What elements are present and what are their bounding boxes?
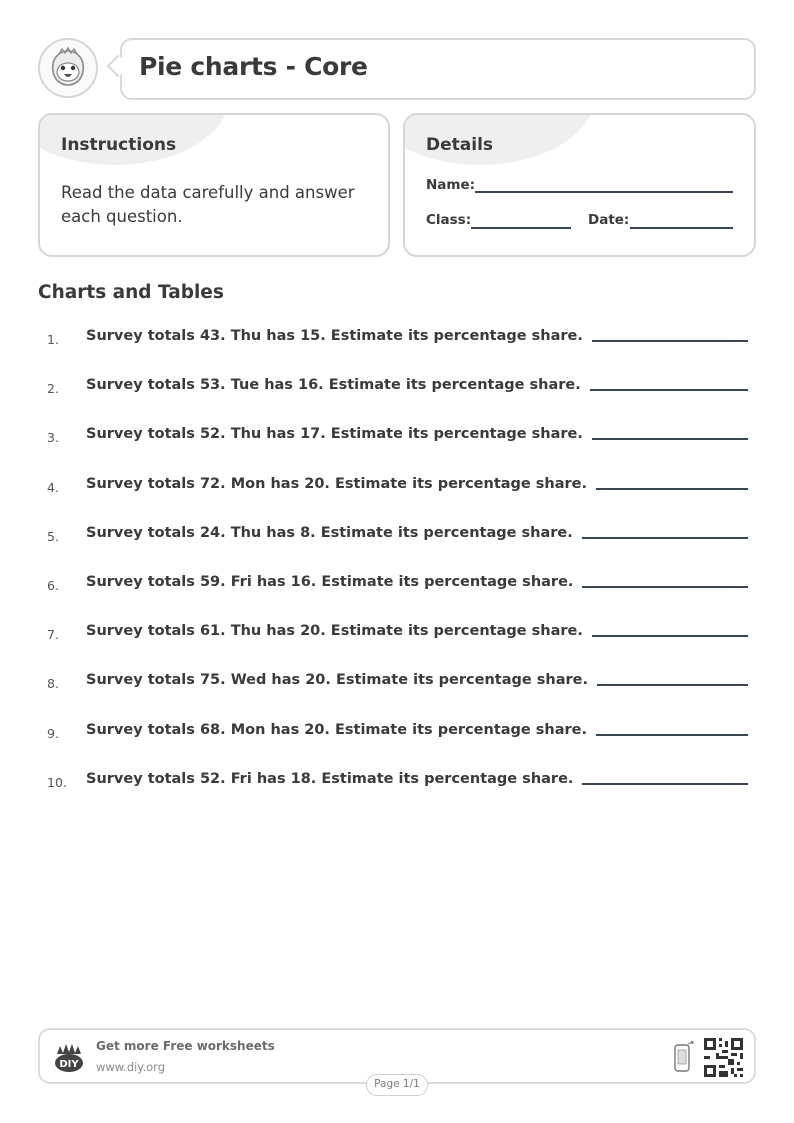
question-text: Survey totals 52. Fri has 18. Estimate its percentage share. xyxy=(86,770,574,787)
question-body xyxy=(86,328,748,344)
question-text: Survey totals 53. Tue has 16. Estimate its percentage share. xyxy=(86,377,581,394)
class-label: Class: xyxy=(426,212,472,228)
question-list xyxy=(38,328,748,820)
question-text: Survey totals 75. Wed has 20. Estimate its percentage share. xyxy=(86,672,589,689)
question-body xyxy=(86,426,748,442)
section-title: Charts and Tables xyxy=(38,282,224,303)
question-row xyxy=(38,623,748,672)
instructions-card xyxy=(38,113,390,257)
answer-line[interactable] xyxy=(592,340,748,342)
answer-line[interactable] xyxy=(596,488,748,490)
date-field[interactable] xyxy=(630,227,733,229)
answer-line[interactable] xyxy=(592,635,748,637)
question-row xyxy=(38,771,748,820)
question-body xyxy=(86,722,748,738)
question-row xyxy=(38,328,748,377)
diy-logo-icon[interactable] xyxy=(52,1040,86,1074)
question-body xyxy=(86,525,748,541)
answer-line[interactable] xyxy=(596,734,748,736)
answer-line[interactable] xyxy=(582,586,748,588)
question-row xyxy=(38,426,748,475)
answer-line[interactable] xyxy=(582,537,748,539)
question-body xyxy=(86,476,748,492)
instructions-text: Read the data carefully and answer each question. xyxy=(61,183,355,226)
question-number: 4. xyxy=(47,479,59,495)
phone-scan-icon xyxy=(673,1041,695,1073)
question-row xyxy=(38,525,748,574)
details-heading: Details xyxy=(426,135,494,155)
question-body xyxy=(86,377,748,393)
question-number: 2. xyxy=(47,381,59,397)
answer-line[interactable] xyxy=(582,783,748,785)
question-text: Survey totals 72. Mon has 20. Estimate its percentage share. xyxy=(86,475,588,492)
answer-line[interactable] xyxy=(592,438,748,440)
mascot-avatar xyxy=(38,38,98,98)
instructions-heading: Instructions xyxy=(61,135,177,155)
question-body xyxy=(86,623,748,639)
name-field[interactable] xyxy=(475,191,733,193)
question-number: 10. xyxy=(47,774,67,790)
question-text: Survey totals 24. Thu has 8. Estimate its percentage share. xyxy=(86,524,573,541)
name-label: Name: xyxy=(426,177,476,193)
question-number: 1. xyxy=(47,332,59,347)
footer-title: Get more Free worksheets xyxy=(96,1039,275,1053)
question-text: Survey totals 68. Mon has 20. Estimate its percentage share. xyxy=(86,721,588,738)
question-number: 7. xyxy=(47,627,59,643)
question-number: 5. xyxy=(47,528,59,544)
question-text: Survey totals 59. Fri has 16. Estimate its percentage share. xyxy=(86,573,574,590)
svg-text:DIY: DIY xyxy=(59,1059,79,1070)
answer-line[interactable] xyxy=(590,389,748,391)
question-number: 9. xyxy=(47,725,59,741)
yeti-mascot-icon xyxy=(45,45,91,91)
qr-code-icon[interactable] xyxy=(704,1038,743,1077)
class-field[interactable] xyxy=(471,227,571,229)
question-body xyxy=(86,672,748,688)
page-indicator: Page 1/1 xyxy=(366,1074,428,1096)
question-body xyxy=(86,771,748,787)
question-text: Survey totals 61. Thu has 20. Estimate its percentage share. xyxy=(86,623,583,640)
question-row xyxy=(38,672,748,721)
footer-link[interactable]: www.diy.org xyxy=(96,1060,165,1074)
question-number: 3. xyxy=(47,430,59,446)
question-body xyxy=(86,574,748,590)
date-label: Date: xyxy=(588,212,630,228)
question-row xyxy=(38,722,748,771)
page-title: Pie charts - Core xyxy=(139,52,368,81)
question-number: 8. xyxy=(47,676,59,692)
question-text: Survey totals 52. Thu has 17. Estimate its percentage share. xyxy=(86,426,583,443)
question-text: Survey totals 43. Thu has 15. Estimate its percentage share. xyxy=(86,328,583,344)
question-row xyxy=(38,574,748,623)
question-row xyxy=(38,377,748,426)
details-card xyxy=(403,113,756,257)
answer-line[interactable] xyxy=(597,684,748,686)
question-row xyxy=(38,476,748,525)
question-number: 6. xyxy=(47,577,59,593)
